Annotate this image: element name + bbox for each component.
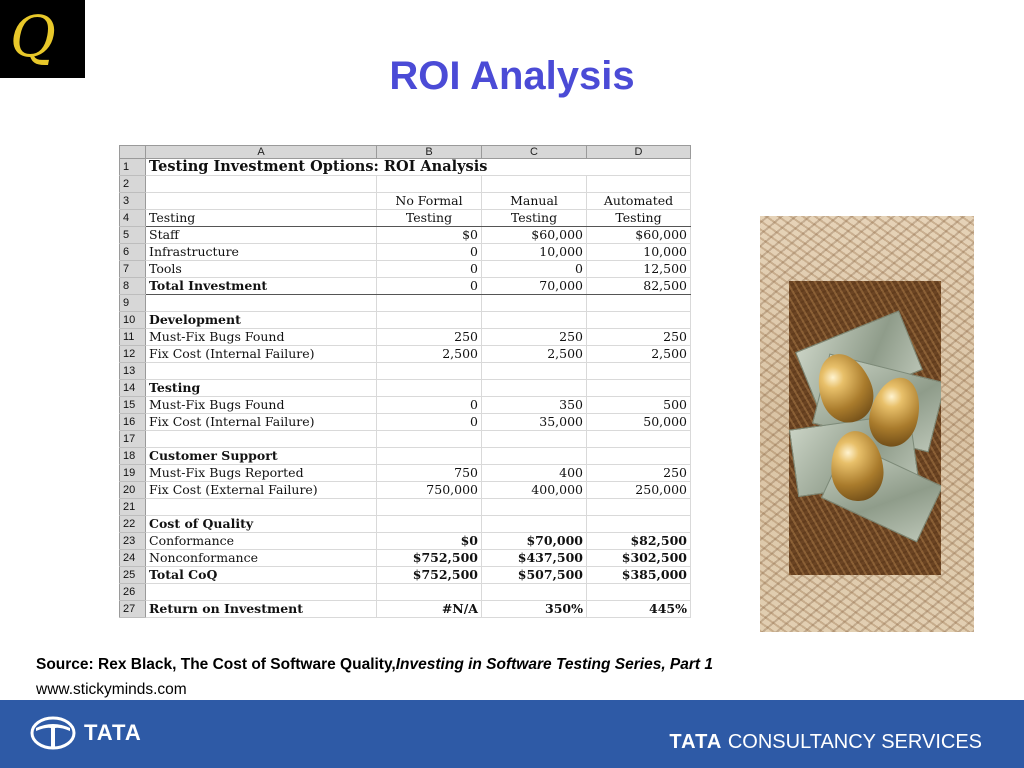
cell-d[interactable]: 10,000 <box>587 244 691 261</box>
cell-d[interactable]: $302,500 <box>587 550 691 567</box>
cell-b[interactable]: $752,500 <box>377 550 482 567</box>
cell-c[interactable]: $437,500 <box>482 550 587 567</box>
cell-b[interactable]: $752,500 <box>377 567 482 584</box>
cell-d[interactable] <box>587 499 691 516</box>
row-number[interactable]: 25 <box>120 567 146 584</box>
cell-a[interactable]: Testing <box>146 380 377 397</box>
cell-d[interactable] <box>587 448 691 465</box>
cell-c[interactable]: 350 <box>482 397 587 414</box>
table-row <box>120 516 691 533</box>
table-row <box>120 227 691 244</box>
cell-d[interactable]: 250 <box>587 465 691 482</box>
cell-a[interactable]: Development <box>146 312 377 329</box>
tcs-wordmark <box>669 731 982 754</box>
table-row <box>120 499 691 516</box>
cell-b[interactable]: Testing <box>377 210 482 227</box>
cell-a[interactable]: Infrastructure <box>146 244 377 261</box>
cell-c[interactable]: 2,500 <box>482 346 587 363</box>
table-row <box>120 448 691 465</box>
row-number[interactable]: 18 <box>120 448 146 465</box>
cell-b[interactable] <box>377 431 482 448</box>
cell-d[interactable] <box>587 584 691 601</box>
cell-c[interactable]: 70,000 <box>482 278 587 295</box>
table-row <box>120 397 691 414</box>
cell-d[interactable]: Automated <box>587 193 691 210</box>
cell-a[interactable]: Must-Fix Bugs Reported <box>146 465 377 482</box>
row-number[interactable]: 26 <box>120 584 146 601</box>
cell-d[interactable]: 250 <box>587 329 691 346</box>
source-citation <box>36 656 713 674</box>
cell-c[interactable]: Manual <box>482 193 587 210</box>
cell-a[interactable]: Tools <box>146 261 377 278</box>
q-logo-letter: Q <box>10 5 56 70</box>
row-number[interactable]: 3 <box>120 193 146 210</box>
row-number[interactable]: 20 <box>120 482 146 499</box>
cell-c[interactable]: 250 <box>482 329 587 346</box>
row-number[interactable]: 13 <box>120 363 146 380</box>
cell-a[interactable] <box>146 431 377 448</box>
cell-d[interactable]: 500 <box>587 397 691 414</box>
row-number[interactable]: 14 <box>120 380 146 397</box>
row-number[interactable]: 27 <box>120 601 146 618</box>
table-row <box>120 533 691 550</box>
cell-a[interactable] <box>146 363 377 380</box>
cell-d[interactable]: Testing <box>587 210 691 227</box>
table-row <box>120 567 691 584</box>
roi-spreadsheet <box>119 145 691 618</box>
cell-a[interactable]: Total CoQ <box>146 567 377 584</box>
cell-d[interactable]: 445% <box>587 601 691 618</box>
cell-d[interactable]: $385,000 <box>587 567 691 584</box>
tata-logo-icon <box>30 716 76 750</box>
nest-image <box>789 281 941 575</box>
table-row <box>120 244 691 261</box>
cell-b[interactable] <box>377 448 482 465</box>
table-row <box>120 278 691 295</box>
cell-a[interactable] <box>146 295 377 312</box>
cell-b[interactable]: 0 <box>377 244 482 261</box>
cell-b[interactable]: 0 <box>377 261 482 278</box>
table-row <box>120 210 691 227</box>
row-number[interactable]: 23 <box>120 533 146 550</box>
column-header-a: A <box>146 146 377 159</box>
row-number[interactable]: 5 <box>120 227 146 244</box>
cell-c[interactable] <box>482 295 587 312</box>
row-number[interactable]: 2 <box>120 176 146 193</box>
cell-b[interactable]: $0 <box>377 533 482 550</box>
golden-eggs-nest-photo <box>760 216 974 632</box>
row-number[interactable]: 11 <box>120 329 146 346</box>
cell-b[interactable]: $0 <box>377 227 482 244</box>
cell-a[interactable]: Return on Investment <box>146 601 377 618</box>
table-row <box>120 482 691 499</box>
row-number[interactable]: 7 <box>120 261 146 278</box>
cell-c[interactable]: 400,000 <box>482 482 587 499</box>
cell-c[interactable] <box>482 448 587 465</box>
cell-a[interactable] <box>146 499 377 516</box>
cell-d[interactable] <box>587 431 691 448</box>
cell-b[interactable]: 750,000 <box>377 482 482 499</box>
row-number[interactable]: 21 <box>120 499 146 516</box>
row-number[interactable]: 15 <box>120 397 146 414</box>
cell-b[interactable]: #N/A <box>377 601 482 618</box>
cell-c[interactable]: 10,000 <box>482 244 587 261</box>
cell-d[interactable] <box>587 295 691 312</box>
cell-b[interactable]: 750 <box>377 465 482 482</box>
row-number[interactable]: 16 <box>120 414 146 431</box>
cell-b[interactable]: 2,500 <box>377 346 482 363</box>
cell-c[interactable]: Testing <box>482 210 587 227</box>
cell-a[interactable]: Conformance <box>146 533 377 550</box>
cell-a[interactable]: Total Investment <box>146 278 377 295</box>
row-number[interactable]: 9 <box>120 295 146 312</box>
cell-d[interactable]: 12,500 <box>587 261 691 278</box>
column-header-b: B <box>377 146 482 159</box>
source-text: Source: Rex Black, The Cost of Software Quality, <box>36 656 396 673</box>
table-row <box>120 431 691 448</box>
cell-c[interactable]: $70,000 <box>482 533 587 550</box>
tcs-wordmark-bold: TATA <box>669 731 723 753</box>
row-number[interactable]: 8 <box>120 278 146 295</box>
cell-c[interactable] <box>482 431 587 448</box>
cell-a[interactable] <box>146 176 377 193</box>
cell-a[interactable]: Testing <box>146 210 377 227</box>
row-number[interactable]: 24 <box>120 550 146 567</box>
table-row <box>120 261 691 278</box>
cell-b[interactable]: 250 <box>377 329 482 346</box>
cell-d[interactable]: 2,500 <box>587 346 691 363</box>
cell-a[interactable]: Must-Fix Bugs Found <box>146 397 377 414</box>
table-row <box>120 380 691 397</box>
cell-b[interactable] <box>377 295 482 312</box>
cell-b[interactable] <box>377 176 482 193</box>
table-row <box>120 414 691 431</box>
cell-b[interactable] <box>377 584 482 601</box>
column-header-d: D <box>587 146 691 159</box>
table-row <box>120 465 691 482</box>
cell-c[interactable] <box>482 584 587 601</box>
cell-a[interactable]: Nonconformance <box>146 550 377 567</box>
cell-a[interactable] <box>146 193 377 210</box>
row-number[interactable]: 22 <box>120 516 146 533</box>
row-number[interactable]: 6 <box>120 244 146 261</box>
cell-d[interactable]: $82,500 <box>587 533 691 550</box>
cell-a[interactable]: Fix Cost (Internal Failure) <box>146 346 377 363</box>
cell-a[interactable]: Testing Investment Options: ROI Analysis <box>146 159 691 176</box>
table-row <box>120 584 691 601</box>
cell-c[interactable] <box>482 363 587 380</box>
cell-b[interactable] <box>377 516 482 533</box>
tata-wordmark: TATA <box>84 720 142 745</box>
cell-a[interactable]: Fix Cost (Internal Failure) <box>146 414 377 431</box>
corner-cell <box>120 146 146 159</box>
tcs-wordmark-rest: CONSULTANCY SERVICES <box>722 731 982 753</box>
table-row <box>120 159 691 176</box>
row-number[interactable]: 17 <box>120 431 146 448</box>
table-row <box>120 601 691 618</box>
cell-a[interactable]: Cost of Quality <box>146 516 377 533</box>
column-header-row <box>120 146 691 159</box>
cell-c[interactable]: 35,000 <box>482 414 587 431</box>
row-number[interactable]: 10 <box>120 312 146 329</box>
column-header-c: C <box>482 146 587 159</box>
cell-d[interactable] <box>587 380 691 397</box>
cell-b[interactable] <box>377 499 482 516</box>
cell-b[interactable] <box>377 380 482 397</box>
cell-c[interactable]: 0 <box>482 261 587 278</box>
row-number[interactable]: 1 <box>120 159 146 176</box>
cell-c[interactable] <box>482 176 587 193</box>
source-series: Investing in Software Testing Series, Part 1 <box>395 656 714 673</box>
row-number[interactable]: 19 <box>120 465 146 482</box>
cell-c[interactable]: $507,500 <box>482 567 587 584</box>
cell-b[interactable]: No Formal <box>377 193 482 210</box>
cell-b[interactable] <box>377 312 482 329</box>
table-row <box>120 176 691 193</box>
cell-c[interactable] <box>482 516 587 533</box>
cell-d[interactable]: 250,000 <box>587 482 691 499</box>
cell-c[interactable]: $60,000 <box>482 227 587 244</box>
row-number[interactable]: 4 <box>120 210 146 227</box>
table-row <box>120 363 691 380</box>
cell-b[interactable]: 0 <box>377 278 482 295</box>
cell-a[interactable]: Staff <box>146 227 377 244</box>
slide-title: ROI Analysis <box>389 54 635 98</box>
cell-a[interactable] <box>146 584 377 601</box>
cell-d[interactable] <box>587 312 691 329</box>
source-url[interactable]: www.stickyminds.com <box>36 681 187 698</box>
table-row <box>120 193 691 210</box>
cell-b[interactable]: 0 <box>377 397 482 414</box>
cell-c[interactable]: 400 <box>482 465 587 482</box>
cell-c[interactable] <box>482 380 587 397</box>
cell-a[interactable]: Must-Fix Bugs Found <box>146 329 377 346</box>
cell-a[interactable]: Fix Cost (External Failure) <box>146 482 377 499</box>
cell-b[interactable] <box>377 363 482 380</box>
cell-d[interactable] <box>587 516 691 533</box>
table-row <box>120 312 691 329</box>
cell-c[interactable]: 350% <box>482 601 587 618</box>
table-row <box>120 329 691 346</box>
row-number[interactable]: 12 <box>120 346 146 363</box>
table-row <box>120 346 691 363</box>
table-row <box>120 550 691 567</box>
cell-d[interactable] <box>587 363 691 380</box>
table-row <box>120 295 691 312</box>
cell-d[interactable]: $60,000 <box>587 227 691 244</box>
cell-d[interactable]: 50,000 <box>587 414 691 431</box>
cell-b[interactable]: 0 <box>377 414 482 431</box>
cell-c[interactable] <box>482 499 587 516</box>
cell-d[interactable] <box>587 176 691 193</box>
cell-a[interactable]: Customer Support <box>146 448 377 465</box>
cell-c[interactable] <box>482 312 587 329</box>
cell-d[interactable]: 82,500 <box>587 278 691 295</box>
